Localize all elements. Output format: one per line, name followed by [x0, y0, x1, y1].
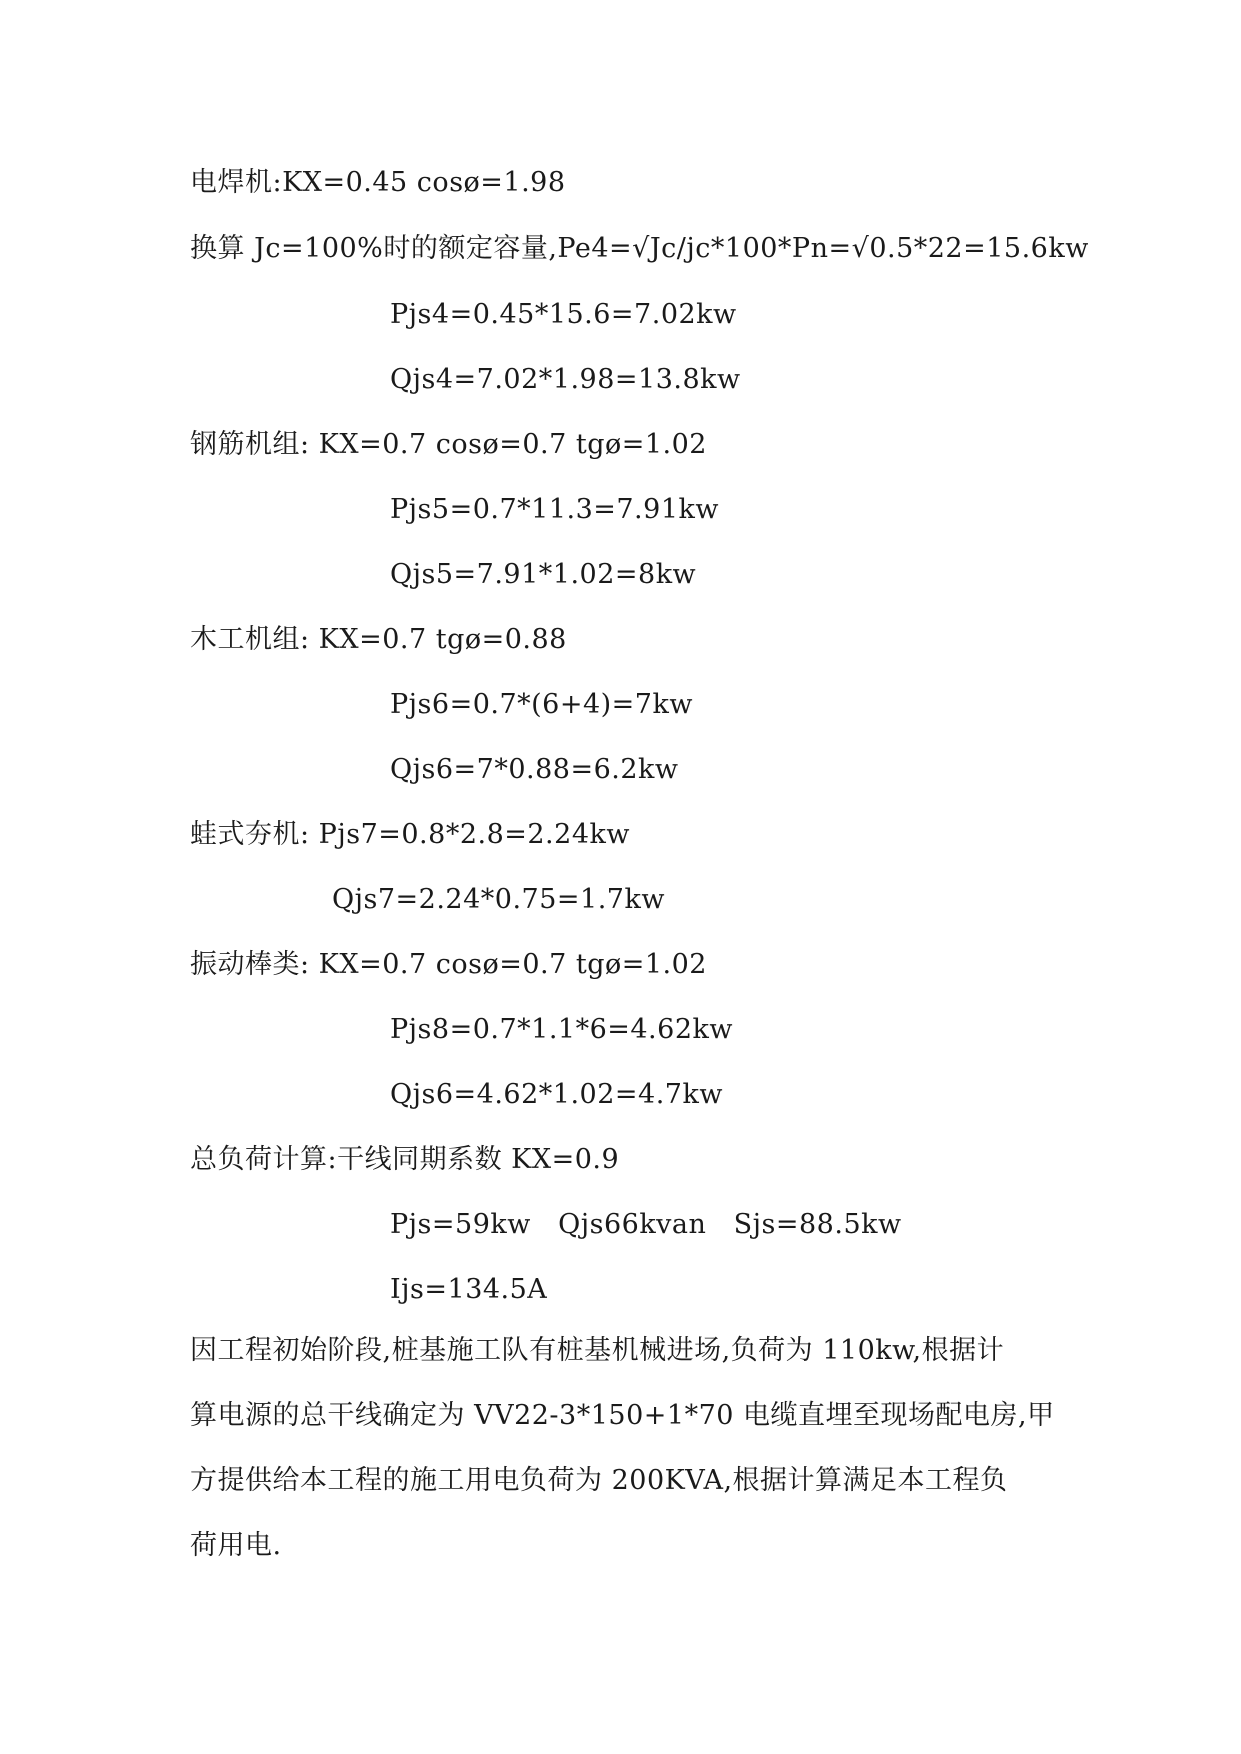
- pjs6-line: Pjs6=0.7*(6+4)=7kw: [390, 689, 693, 720]
- pjs4-line: Pjs4=0.45*15.6=7.02kw: [390, 299, 737, 330]
- paragraph-line: 方提供给本工程的施工用电负荷为 200KVA,根据计算满足本工程负: [190, 1465, 1008, 1496]
- qjs7-line: Qjs7=2.24*0.75=1.7kw: [332, 884, 665, 915]
- vibrator-line: 振动棒类: KX=0.7 cosø=0.7 tgø=1.02: [190, 949, 707, 980]
- woodwork-unit-line: 木工机组: KX=0.7 tgø=0.88: [190, 624, 567, 655]
- qjs6-line: Qjs6=7*0.88=6.2kw: [390, 754, 679, 785]
- paragraph-line: 因工程初始阶段,桩基施工队有桩基机械进场,负荷为 110kw,根据计: [190, 1335, 1005, 1366]
- totals-line: Pjs=59kw Qjs66kvan Sjs=88.5kw: [390, 1209, 902, 1240]
- qjs4-line: Qjs4=7.02*1.98=13.8kw: [390, 364, 741, 395]
- rebar-unit-line: 钢筋机组: KX=0.7 cosø=0.7 tgø=1.02: [190, 429, 707, 460]
- ijs-line: Ijs=134.5A: [390, 1274, 548, 1305]
- paragraph-line: 算电源的总干线确定为 VV22-3*150+1*70 电缆直埋至现场配电房,甲: [190, 1400, 1055, 1431]
- conclusion-paragraph: [190, 1318, 1060, 1578]
- frog-rammer-line: 蛙式夯机: Pjs7=0.8*2.8=2.24kw: [190, 819, 630, 850]
- total-load-line: 总负荷计算:干线同期系数 KX=0.9: [190, 1144, 620, 1175]
- qjs5-line: Qjs5=7.91*1.02=8kw: [390, 559, 697, 590]
- paragraph-line: 荷用电.: [190, 1530, 282, 1561]
- pjs8-line: Pjs8=0.7*1.1*6=4.62kw: [390, 1014, 733, 1045]
- welder-line: 电焊机:KX=0.45 cosø=1.98: [190, 167, 566, 198]
- rated-capacity-line: 换算 Jc=100%时的额定容量,Pe4=√Jc/jc*100*Pn=√0.5*22=15.6kw: [190, 233, 1089, 264]
- qjs6b-line: Qjs6=4.62*1.02=4.7kw: [390, 1079, 723, 1110]
- pjs5-line: Pjs5=0.7*11.3=7.91kw: [390, 494, 719, 525]
